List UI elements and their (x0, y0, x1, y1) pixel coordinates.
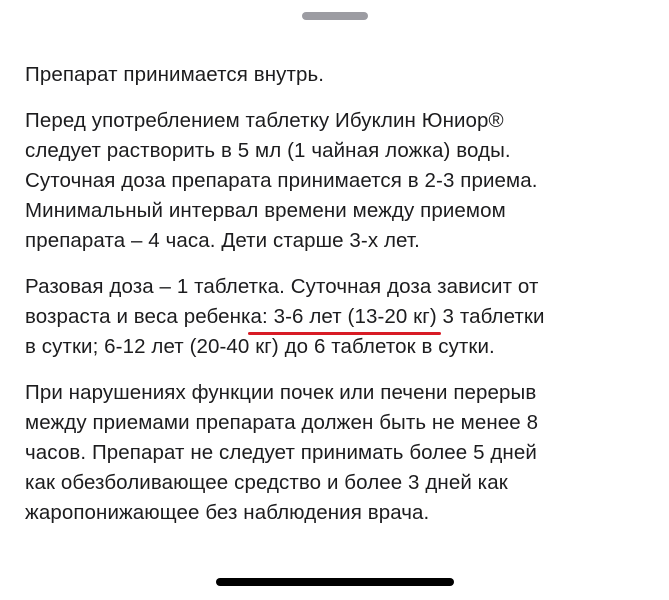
paragraph-dosage (25, 272, 650, 362)
paragraph-administration (25, 60, 650, 90)
text-segment: возраста и веса ребенка: (25, 305, 274, 328)
text-line: следует растворить в 5 мл (1 чайная ложка) воды. (25, 139, 511, 162)
text-line: в сутки; 6-12 лет (20-40 кг) до 6 таблеток в сутки. (25, 335, 495, 358)
text-line: часов. Препарат не следует принимать более 5 дней (25, 441, 537, 464)
text-line: жаропонижающее без наблюдения врача. (25, 501, 430, 524)
sheet-content (25, 60, 650, 544)
text-segment: 3 таблетки (436, 305, 545, 328)
text-line: Суточная доза препарата принимается в 2-3 приема. (25, 169, 538, 192)
paragraph-text: Препарат принимается внутрь. (25, 63, 325, 86)
home-indicator[interactable] (216, 578, 454, 586)
text-line: Перед употреблением таблетку Ибуклин Юниор® (25, 109, 504, 132)
paragraph-preparation (25, 106, 650, 256)
text-line: При нарушениях функции почек или печени перерыв (25, 381, 537, 404)
drag-handle-icon[interactable] (302, 12, 368, 20)
paragraph-warnings (25, 378, 650, 528)
text-line: между приемами препарата должен быть не менее 8 (25, 411, 539, 434)
text-line: Разовая доза – 1 таблетка. Суточная доза зависит от (25, 275, 539, 298)
text-line: Минимальный интервал времени между приемом (25, 199, 506, 222)
highlighted-dosage-text: 3-6 лет (13-20 кг) (273, 305, 437, 328)
text-line: как обезболивающее средство и более 3 дней как (25, 471, 508, 494)
text-line: препарата – 4 часа. Дети старше 3-х лет. (25, 229, 420, 252)
